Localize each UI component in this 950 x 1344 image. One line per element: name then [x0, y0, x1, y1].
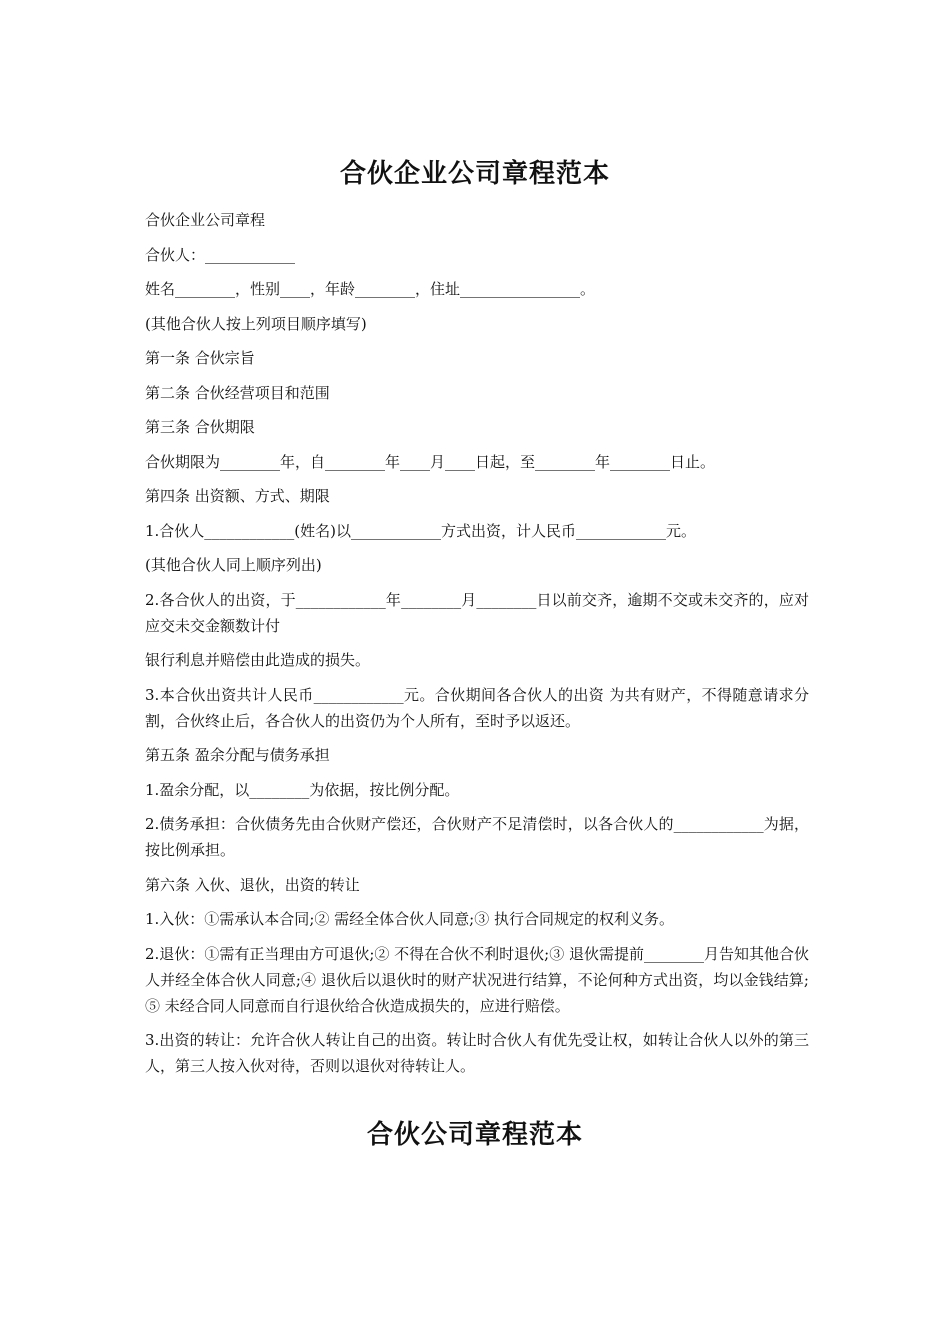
paragraph: (其他合伙人按上列项目顺序填写)	[145, 314, 367, 333]
paragraph: 1.入伙：①需承认本合同;② 需经全体合伙人同意;③ 执行合同规定的权利义务。	[145, 910, 674, 928]
article-heading: 第五条 盈余分配与债务承担	[145, 746, 330, 764]
paragraph: 合伙期限为________年，自________年____月____日起，至________年________日止。	[145, 452, 716, 471]
paragraph: 3.出资的转让：允许合伙人转让自己的出资。转让时合伙人有优先受让权，如转让合伙人以外的第三人，第三人按入伙对待，否则以退伙对待转让人。	[145, 1031, 809, 1075]
article-heading: 第二条 合伙经营项目和范围	[145, 383, 330, 402]
paragraph: 2.债务承担：合伙债务先由合伙财产偿还，合伙财产不足清偿时，以各合伙人的____________为据，按比例承担。	[145, 815, 809, 859]
paragraph: 姓名________，性别____，年龄________，住址________________。	[145, 280, 596, 298]
paragraph: 2.退伙：①需有正当理由方可退伙;② 不得在合伙不利时退伙;③ 退伙需提前________月告知其他合伙人并经全体合伙人同意;④ 退伙后以退伙时的财产状况进行结算，不论何种方式出资，均以金钱结算;⑤ 未经合同人同意而自行退伙给合伙造成损失的，应进行赔偿。	[145, 944, 809, 1015]
paragraph: (其他合伙人同上顺序列出)	[145, 556, 322, 574]
paragraph: 1.盈余分配，以________为依据，按比例分配。	[145, 780, 460, 799]
article-heading: 第三条 合伙期限	[145, 418, 255, 436]
paragraph: 2.各合伙人的出资，于____________年________月________日以前交齐，逾期不交或未交齐的，应对应交未交金额数计付	[145, 590, 809, 635]
paragraph: 1.合伙人____________(姓名)以____________方式出资，计人民币____________元。	[145, 521, 697, 540]
article-heading: 第六条 入伙、退伙，出资的转让	[145, 875, 360, 894]
document-body	[145, 207, 809, 1088]
article-heading: 第一条 合伙宗旨	[145, 349, 255, 367]
second-document-title: 合伙公司章程范本	[366, 1120, 583, 1150]
document-title: 合伙企业公司章程范本	[339, 159, 610, 189]
paragraph: 银行利息并赔偿由此造成的损失。	[145, 651, 371, 669]
paragraph: 合伙企业公司章程	[145, 211, 266, 229]
paragraph: 合伙人：____________	[145, 245, 296, 264]
paragraph: 3.本合伙出资共计人民币____________元。合伙期间各合伙人的出资 为共有财产，不得随意请求分割，合伙终止后，各合伙人的出资仍为个人所有，至时予以返还。	[145, 685, 809, 730]
article-heading: 第四条 出资额、方式、期限	[145, 487, 330, 505]
